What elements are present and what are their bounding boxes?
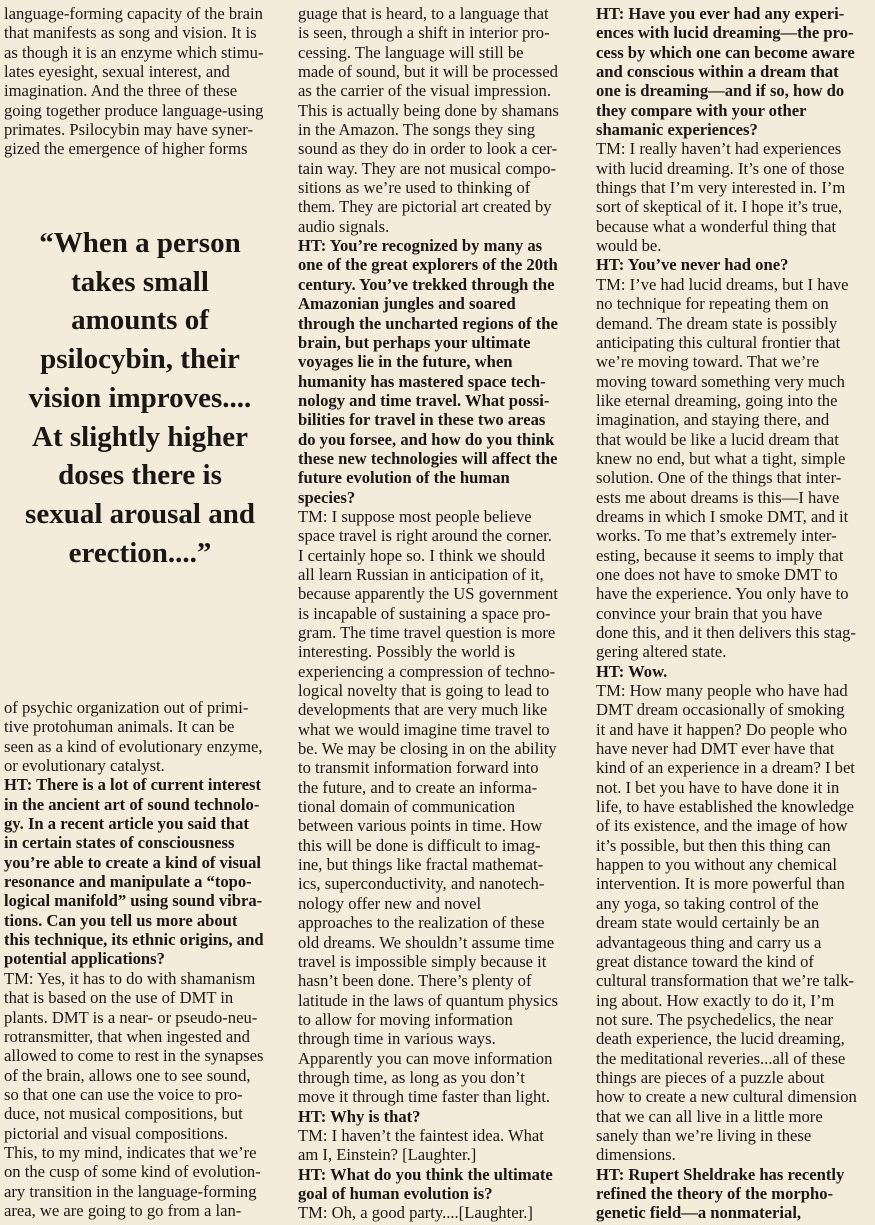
- column1-top-line: that manifests as song and vision. It is: [4, 23, 257, 43]
- column3-line: esting, because it seems to imply that: [596, 545, 844, 565]
- column3-line: cess by which one can become aware: [596, 42, 855, 62]
- column1-bottom-line: potential applications?: [4, 949, 165, 969]
- column2-line: because apparently the US government: [298, 584, 558, 604]
- column3-line: happen to you without any chemical: [596, 855, 838, 875]
- column3-line: dreams in which I smoke DMT, and it: [596, 506, 849, 526]
- column1-top-line: imagination. And the three of these: [4, 81, 238, 101]
- column3-line: not. I bet you have to have done it in: [596, 777, 840, 797]
- column3-line: dream state would certainly be an: [596, 913, 820, 933]
- column2-line: all learn Russian in anticipation of it,: [298, 564, 544, 584]
- column2-line: I certainly hope so. I think we should: [298, 545, 546, 565]
- column1-top-line: gized the emergence of higher forms: [4, 139, 248, 159]
- column3-line: no technique for repeating them on: [596, 294, 829, 314]
- column2-line: through time, as long as you don’t: [298, 1067, 525, 1087]
- column2-line: space travel is right around the corner.: [298, 526, 552, 546]
- column3-line: have the experience. You only have to: [596, 584, 849, 604]
- column2-line: TM: I suppose most people believe: [298, 506, 532, 526]
- column3-line: they compare with your other: [596, 100, 807, 120]
- column3-line: intervention. It is more powerful than: [596, 874, 845, 894]
- column2-line: old dreams. We shouldn’t assume time: [298, 932, 555, 952]
- column1-top-line: as though it is an enzyme which stimu-: [4, 42, 264, 62]
- column3-line: like eternal dreaming, going into the: [596, 390, 838, 410]
- column2-line: through time in various ways.: [298, 1029, 496, 1049]
- column2-line: logical novelty that is going to lead to: [298, 681, 550, 701]
- column2-line: humanity has mastered space tech-: [298, 371, 546, 391]
- column2-line: to transmit information forward into: [298, 758, 539, 778]
- column1-bottom-line: you’re able to create a kind of visual: [4, 852, 262, 872]
- column2-line: is seen, through a shift in interior pro-: [298, 23, 550, 43]
- column3-line: convince your brain that you have: [596, 603, 823, 623]
- column3-line: refined the theory of the morpho-: [596, 1183, 834, 1203]
- column2-line: nology and time travel. What possi-: [298, 390, 550, 410]
- column1-bottom-line: logical manifold” using sound vibra-: [4, 891, 263, 911]
- column2-line: am I, Einstein? [Laughter.]: [298, 1145, 477, 1165]
- column1-bottom-line: in the ancient art of sound technolo-: [4, 794, 260, 814]
- column3-line: HT: Rupert Sheldrake has recently: [596, 1164, 845, 1184]
- column3-line: one does not have to smoke DMT to: [596, 564, 838, 584]
- column2-line: TM: Oh, a good party....[Laughter.]: [298, 1203, 533, 1223]
- column3-line: TM: How many people who have had: [596, 681, 848, 701]
- column3-line: things are pieces of a puzzle about: [596, 1067, 825, 1087]
- column1-bottom-line: tive protohuman animals. It can be: [4, 717, 235, 737]
- column1-bottom-line: rotransmitter, that when ingested and: [4, 1026, 250, 1046]
- column2-line: brain, but perhaps your ultimate: [298, 332, 531, 352]
- column3-line: done this, and it then delivers this stag-: [596, 623, 856, 642]
- column2-line: TM: I haven’t the faintest idea. What: [298, 1125, 544, 1145]
- column3-line: things that I’m very interested in. I’m: [596, 178, 846, 198]
- column1-bottom-line: or evolutionary catalyst.: [4, 756, 165, 776]
- column1-bottom-line: area, we are going to go from a lan-: [4, 1200, 242, 1220]
- column3-line: HT: Wow.: [596, 661, 668, 681]
- column2-line: sound as they do in order to look a cer-: [298, 139, 558, 159]
- column3-line: it’s possible, but then this thing can: [596, 835, 831, 855]
- column3-line: sanely than we’re living in these: [596, 1125, 812, 1145]
- column2-line: this will be done is difficult to imag-: [298, 835, 541, 855]
- column2-line: goal of human evolution is?: [298, 1183, 493, 1203]
- column1-bottom-line: TM: Yes, it has to do with shamanism: [4, 968, 256, 988]
- column1-bottom-line: so that one can use the voice to pro-: [4, 1084, 243, 1104]
- pull-quote-line: psilocybin, their: [40, 343, 240, 376]
- pull-quote-line: At slightly higher: [32, 420, 248, 453]
- column3-line: works. To me that’s extremely inter-: [596, 526, 837, 546]
- column3-line: TM: I’ve had lucid dreams, but I have: [596, 274, 849, 294]
- pull-quote-line: amounts of: [71, 304, 209, 337]
- column3-line: and conscious within a dream that: [596, 62, 839, 82]
- column3-line: DMT dream occasionally of smoking: [596, 700, 845, 720]
- column2-line: interesting. Possibly the world is: [298, 642, 516, 662]
- column2-line: these new technologies will affect the: [298, 448, 558, 468]
- column2-line: in the Amazon. The songs they sing: [298, 120, 536, 140]
- pull-quote-line: takes small: [71, 265, 209, 298]
- column3-line: ences with lucid dreaming—the pro-: [596, 23, 854, 43]
- column2-line: one of the great explorers of the 20th: [298, 255, 558, 275]
- column-3: [596, 4, 872, 1223]
- pull-quote-line: sexual arousal and: [25, 497, 255, 530]
- column2-line: the future, and to create an informa-: [298, 777, 538, 797]
- column2-line: guage that is heard, to a language that: [298, 4, 549, 23]
- column3-line: ests me about dreams is this—I have: [596, 487, 840, 507]
- column1-top-line: going together produce language-using: [4, 100, 264, 120]
- column3-line: that we can all live in a little more: [596, 1106, 823, 1126]
- column2-line: sitions as we’re used to thinking of: [298, 178, 531, 198]
- column3-line: shamanic experiences?: [596, 120, 758, 140]
- column1-bottom-line: seen as a kind of evolutionary enzyme,: [4, 736, 263, 756]
- column2-line: ics, superconductivity, and nanotech-: [298, 874, 545, 894]
- column3-line: would be.: [596, 236, 662, 256]
- column1-bottom-line: HT: There is a lot of current interest: [4, 775, 262, 795]
- column3-line: that would be like a lucid dream that: [596, 429, 839, 449]
- column2-line: latitude in the laws of quantum physics: [298, 990, 558, 1010]
- column1-top-line: primates. Psilocybin may have syner-: [4, 120, 253, 140]
- column3-line: with lucid dreaming. It’s one of those: [596, 158, 845, 178]
- column2-line: tional domain of communication: [298, 797, 516, 817]
- column3-line: it and have it happen? Do people who: [596, 719, 848, 739]
- column1-bottom-line: of psychic organization out of primi-: [4, 698, 249, 717]
- column3-line: solution. One of the things that inter-: [596, 468, 842, 488]
- column3-line: HT: You’ve never had one?: [596, 255, 789, 275]
- column1-bottom-line: tions. Can you tell us more about: [4, 910, 238, 930]
- column2-line: bilities for travel in these two areas: [298, 410, 546, 430]
- column3-line: death experience, the lucid dreaming,: [596, 1029, 845, 1049]
- column3-line: demand. The dream state is possibly: [596, 313, 838, 333]
- column3-line: anticipating this cultural frontier that: [596, 332, 841, 352]
- column3-line: any yoga, so taking control of the: [596, 893, 819, 913]
- column2-line: approaches to the realization of these: [298, 913, 545, 933]
- column2-line: gram. The time travel question is more: [298, 623, 556, 642]
- column1-bottom-line: gy. In a recent article you said that: [4, 814, 249, 834]
- column2-line: Apparently you can move information: [298, 1048, 553, 1068]
- column2-line: be. We may be closing in on the ability: [298, 739, 557, 759]
- column2-line: species?: [298, 487, 356, 507]
- column2-line: what we would imagine time travel to: [298, 719, 550, 739]
- column3-line: great distance toward the kind of: [596, 951, 814, 971]
- column2-line: between various points in time. How: [298, 816, 543, 836]
- pull-quote-line: vision improves....: [28, 381, 252, 414]
- column1-bottom-line: duce, not musical compositions, but: [4, 1104, 243, 1124]
- column2-line: made of sound, but it will be processed: [298, 62, 558, 82]
- column2-line: hasn’t been done. There’s plenty of: [298, 971, 532, 991]
- column2-line: to allow for moving information: [298, 1009, 513, 1029]
- pull-quote-line: doses there is: [58, 459, 222, 492]
- column3-line: kind of an experience in a dream? I bet: [596, 758, 855, 778]
- column2-line: century. You’ve trekked through the: [298, 274, 555, 294]
- column3-line: imagination, and staying there, and: [596, 410, 830, 430]
- column3-line: of its existence, and the image of how: [596, 816, 848, 836]
- column2-line: voyages lie in the future, when: [298, 352, 513, 372]
- column1-top-line: language-forming capacity of the brain: [4, 4, 263, 23]
- column3-line: not sure. The psychedelics, the near: [596, 1009, 833, 1029]
- column2-line: is incapable of sustaining a space pro-: [298, 603, 551, 623]
- column2-line: travel is impossible simply because it: [298, 951, 547, 971]
- column1-bottom-line: ary transition in the language-forming: [4, 1181, 257, 1201]
- column3-line: ing about. How exactly to do it, I’m: [596, 990, 835, 1010]
- column3-line: HT: Have you ever had any experi-: [596, 4, 845, 23]
- column2-line: audio signals.: [298, 216, 390, 236]
- column2-line: This is actually being done by shamans: [298, 100, 559, 120]
- column3-line: advantageous thing and carry us a: [596, 932, 822, 952]
- column2-line: nology offer new and novel: [298, 893, 482, 913]
- column3-line: genetic field—a nonmaterial,: [596, 1203, 802, 1223]
- column3-line: moving toward something very much: [596, 371, 845, 391]
- column2-line: through the uncharted regions of the: [298, 313, 558, 333]
- column1-bottom-line: in certain states of consciousness: [4, 833, 235, 853]
- column2-line: them. They are pictorial art created by: [298, 197, 552, 217]
- column1-bottom-line: this technique, its ethnic origins, and: [4, 930, 264, 950]
- pull-quote-line: “When a person: [39, 227, 241, 259]
- column1-bottom-line: pictorial and visual compositions.: [4, 1123, 228, 1143]
- column1-bottom-line: plants. DMT is a near- or pseudo-neu-: [4, 1007, 258, 1027]
- column3-line: the meditational reveries...all of these: [596, 1048, 846, 1068]
- column3-line: have never had DMT ever have that: [596, 739, 835, 759]
- pull-quote: [4, 224, 276, 572]
- column3-line: sort of skeptical of it. I hope it’s true,: [596, 197, 843, 217]
- column1-bottom-line: allowed to come to rest in the synapses: [4, 1046, 264, 1066]
- column3-line: knew no end, but what a tight, simple: [596, 448, 846, 468]
- column3-line: one is dreaming—and if so, how do: [596, 81, 845, 101]
- column1-top-line: lates eyesight, sexual interest, and: [4, 62, 230, 82]
- column3-line: because what a wonderful thing that: [596, 216, 837, 236]
- column2-line: HT: Why is that?: [298, 1106, 421, 1126]
- column3-line: dimensions.: [596, 1145, 676, 1165]
- column1-bottom-line: resonance and manipulate a “topo-: [4, 872, 252, 892]
- column2-line: ine, but things like fractal mathemat-: [298, 855, 544, 875]
- column2-line: move it through time faster than light.: [298, 1087, 551, 1107]
- column3-line: we’re moving toward. That we’re: [596, 352, 820, 372]
- column-2: [298, 4, 578, 1223]
- column1-bottom-line: This, to my mind, indicates that we’re: [4, 1142, 257, 1162]
- column1-bottom-line: of the brain, allows one to see sound,: [4, 1065, 251, 1085]
- column2-line: HT: What do you think the ultimate: [298, 1164, 553, 1184]
- column3-line: TM: I really haven’t had experiences: [596, 139, 842, 159]
- column2-line: HT: You’re recognized by many as: [298, 236, 543, 256]
- column2-line: cessing. The language will still be: [298, 42, 524, 62]
- column2-line: do you forsee, and how do you think: [298, 429, 555, 449]
- column3-line: life, to have established the knowledge: [596, 797, 855, 817]
- column3-line: how to create a new cultural dimension: [596, 1087, 857, 1107]
- column1-bottom-line: that is based on the use of DMT in: [4, 988, 234, 1008]
- column3-line: gering altered state.: [596, 642, 727, 662]
- column2-line: Amazonian jungles and soared: [298, 294, 516, 314]
- column3-line: cultural transformation that we’re talk-: [596, 971, 855, 991]
- column1-bottom-line: on the cusp of some kind of evolution-: [4, 1162, 261, 1182]
- column2-line: tain way. They are not musical compo-: [298, 158, 557, 178]
- column-1-bottom: [4, 698, 276, 1220]
- column2-line: experiencing a compression of techno-: [298, 661, 556, 681]
- pull-quote-line: erection....”: [68, 536, 212, 569]
- column2-line: as the carrier of the visual impression.: [298, 81, 551, 101]
- column-1-top: [4, 4, 276, 159]
- column2-line: developments that are very much like: [298, 700, 548, 720]
- column2-line: future evolution of the human: [298, 468, 510, 488]
